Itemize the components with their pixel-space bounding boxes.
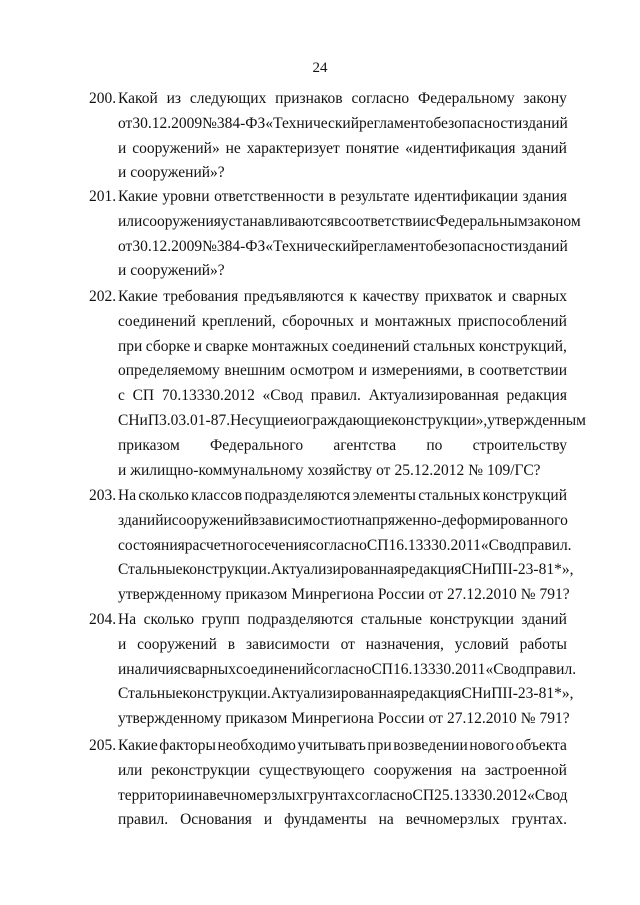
question-text-line: и сооружений»? [118,262,225,280]
question-text-line: и сооружений» не характеризует понятие «идентификация зданий [118,139,567,157]
question-text-line: или сооружения устанавливаются в соответствии с Федеральным законом [118,212,581,230]
question-text-line: На сколько классов подразделяются элементы стальных конструкций [118,487,567,504]
question-text-line: правил. Основания и фундаменты на вечномерзлых грунтах. [118,811,567,829]
question-text-line: и сооружений в зависимости от назначения, условий работы [118,635,567,653]
question-number: 203. [89,487,117,504]
question-text-line: На сколько групп подразделяются стальные конструкции зданий [118,611,567,628]
question-text-line: или реконструкции существующего сооружения на застроенной [118,761,567,779]
question-text-line: приказом Федерального агентства по строительству [118,436,567,454]
page-number: 24 [312,60,328,76]
question-text-line: утвержденному приказом Минрегиона России от 27.12.2010 № 791? [118,710,570,728]
question-text-line: зданий и сооружений в зависимости от напряженно-деформированного [118,511,568,529]
question-text-line: Какие требования предъявляются к качеству прихваток и сварных [118,288,567,305]
question-text-line: от 30.12.2009 № 384-ФЗ «Технический регламент о безопасности зданий [118,114,568,132]
question-text-line: Стальные конструкции. Актуализированная редакция СНиП II-23-81*», [118,685,574,703]
question-text-line: и жилищно-коммунальному хозяйству от 25.12.2012 № 109/ГС? [118,461,541,479]
question-text-line: определяемому внешним осмотром и измерениями, в соответствии [118,362,567,380]
question-number: 205. [89,737,117,754]
question-text-line: Стальныеконструкции. Актуализированная редакция СНиП II-23-81*», [118,561,574,579]
question-text-line: состояния расчетного сечения согласно СП 16.13330.2011 «Свод правил. [118,536,572,554]
question-text-line: с СП 70.13330.2012 «Свод правил. Актуализированная редакция [118,387,567,405]
question-number: 201. [89,188,117,205]
question-number: 200. [89,90,117,107]
question-text-line: и наличия сварных соединений согласно СП 16.13330.2011 «Свод правил. [118,660,577,678]
question-text-line: Какой из следующих признаков согласно Федеральному закону [118,90,567,107]
question-text-line: СНиП 3.03.01-87. Несущие и ограждающие конструкции», утвержденным [118,412,586,429]
question-text-line: Какие уровни ответственности в результате идентификации здания [118,188,567,205]
question-text-line: соединений креплений, сборочных и монтажных приспособлений [118,312,567,330]
question-number: 204. [89,611,117,628]
question-text-line: Какие факторы необходимо учитывать при возведении нового объекта [118,737,567,754]
question-text-line: территории на вечномерзлых грунтах согласно СП 25.13330.2012 «Свод [118,786,568,804]
question-text-line: при сборке и сварке монтажных соединений стальных конструкций, [118,337,567,355]
question-text-line: от 30.12.2009 № 384-ФЗ «Технический регламент о безопасности зданий [118,237,568,255]
question-number: 202. [89,288,117,305]
question-text-line: и сооружений»? [118,164,225,182]
question-text-line: утвержденному приказом Минрегиона России от 27.12.2010 № 791? [118,586,570,604]
